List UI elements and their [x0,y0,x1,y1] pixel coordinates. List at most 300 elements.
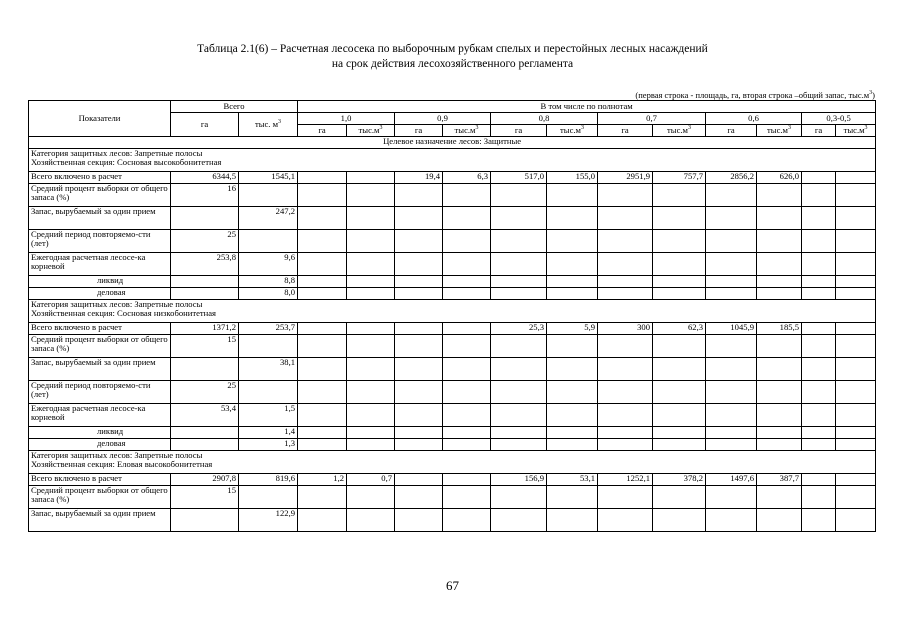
table-cell [598,230,653,253]
table-cell [598,381,653,404]
table-cell [347,253,395,276]
table-cell: 247,2 [239,207,298,230]
table-cell: 156,9 [491,474,547,486]
table-cell: 185,5 [757,323,802,335]
table-cell [443,427,491,439]
table-cell [443,207,491,230]
table-cell [802,207,836,230]
row-label: Средний процент выборки от общего запаса (%) [29,335,171,358]
table-cell [347,323,395,335]
table-row [29,230,876,253]
table-row [29,172,876,184]
table-cell [653,288,706,300]
table-cell [491,439,547,451]
table-cell [802,253,836,276]
table-cell [298,184,347,207]
table-cell [802,184,836,207]
table-cell [802,230,836,253]
table-cell [598,335,653,358]
table-cell [653,253,706,276]
table-cell [443,358,491,381]
table-cell [706,253,757,276]
header-density: 0,8 [491,113,598,125]
table-cell [491,184,547,207]
table-row [29,404,876,427]
table-cell [547,253,598,276]
table-cell [347,288,395,300]
table-cell [757,230,802,253]
table-cell [239,486,298,509]
table-cell [491,230,547,253]
row-label: Ежегодная расчетная лесосе-ка корневой [29,404,171,427]
row-label: деловая [29,288,171,300]
table-cell [653,276,706,288]
table-cell [802,486,836,509]
table-cell [347,230,395,253]
header-total: Всего [171,101,298,113]
table-cell [653,486,706,509]
table-cell [836,404,876,427]
table-row [29,486,876,509]
table-cell [395,253,443,276]
table-cell [395,358,443,381]
table-cell [547,439,598,451]
table-cell [347,427,395,439]
table-cell [171,439,239,451]
table-row [29,474,876,486]
table-cell: 0,7 [347,474,395,486]
table-cell [836,474,876,486]
header-density: 0,6 [706,113,802,125]
table-cell: 819,6 [239,474,298,486]
table-cell [836,288,876,300]
table-cell [836,335,876,358]
header-unit-ha: га [706,125,757,137]
header-indicators: Показатели [29,101,171,137]
table-row [29,276,876,288]
table-row [29,207,876,230]
row-label: Всего включено в расчет [29,474,171,486]
table-cell [347,335,395,358]
table-cell [395,439,443,451]
table-cell: 155,0 [547,172,598,184]
table-cell [706,427,757,439]
table-cell [802,335,836,358]
table-cell [491,288,547,300]
table-row [29,427,876,439]
table-cell [347,276,395,288]
table-cell: 2907,8 [171,474,239,486]
table-cell: 253,8 [171,253,239,276]
table-cell [547,486,598,509]
table-cell: 387,7 [757,474,802,486]
table-cell [347,404,395,427]
row-label: Запас, вырубаемый за один прием [29,207,171,230]
table-cell [653,184,706,207]
row-label: Средний процент выборки от общего запаса (%) [29,184,171,207]
table-cell: 15 [171,486,239,509]
table-cell [443,486,491,509]
table-cell: 626,0 [757,172,802,184]
table-cell: 1,3 [239,439,298,451]
table-cell [706,276,757,288]
table-cell [757,381,802,404]
table-cell [298,404,347,427]
page-number: 67 [446,578,459,593]
table-cell [347,184,395,207]
table-cell [443,509,491,532]
table-cell [836,439,876,451]
table-cell [547,509,598,532]
table-cell [547,288,598,300]
table-cell [547,358,598,381]
table-cell: 38,1 [239,358,298,381]
header-total-volume: тыс. $м^3$ [239,113,298,137]
row-label: Ежегодная расчетная лесосе-ка корневой [29,253,171,276]
table-cell [298,276,347,288]
table-cell [347,509,395,532]
row-label: Запас, вырубаемый за один прием [29,509,171,532]
table-cell [757,358,802,381]
table-cell: 1045,9 [706,323,757,335]
table-cell: 253,7 [239,323,298,335]
table-cell [653,207,706,230]
table-cell: 2951,9 [598,172,653,184]
table-cell: 122,9 [239,509,298,532]
header-unit-ha: га [298,125,347,137]
table-cell [757,207,802,230]
table-cell [395,230,443,253]
table-cell [598,486,653,509]
table-cell [653,381,706,404]
table-cell [706,439,757,451]
table-cell [836,207,876,230]
table-row [29,358,876,381]
section-header: Категория защитных лесов: Запретные полосы Хозяйственная секция: Сосновая низкобонитетная [29,300,876,323]
header-unit-ha: га [802,125,836,137]
table-cell [802,439,836,451]
table-cell [598,404,653,427]
table-cell [298,381,347,404]
table-cell [757,439,802,451]
section-header: Категория защитных лесов: Запретные полосы Хозяйственная секция: Еловая высокобонитетная [29,451,876,474]
table-cell [653,427,706,439]
table-cell [836,509,876,532]
table-cell [491,335,547,358]
table-cell [443,439,491,451]
table-cell: 2856,2 [706,172,757,184]
table-cell [706,404,757,427]
table-cell [802,474,836,486]
table-cell [706,335,757,358]
table-cell [491,486,547,509]
table-cell [802,404,836,427]
row-label: Запас, вырубаемый за один прием [29,358,171,381]
header-density: 0,7 [598,113,706,125]
table-cell [395,288,443,300]
row-label: Средний период повторяемо-сти (лет) [29,381,171,404]
table-cell [653,509,706,532]
table-cell [443,288,491,300]
table-cell [547,184,598,207]
table-cell [395,381,443,404]
table-row [29,439,876,451]
table-cell [757,486,802,509]
table-cell [443,253,491,276]
table-cell: 15 [171,335,239,358]
table-cell [298,509,347,532]
table-cell [706,509,757,532]
table-row [29,253,876,276]
table-cell: 757,7 [653,172,706,184]
header-total-ha: га [171,113,239,137]
table-cell [443,474,491,486]
table-cell: 25 [171,381,239,404]
table-cell [443,335,491,358]
table-cell [443,276,491,288]
table-cell [491,207,547,230]
table-cell [298,439,347,451]
table-cell [298,253,347,276]
table-cell [802,358,836,381]
row-label: ликвид [29,276,171,288]
table-cell [547,207,598,230]
table-cell: 8,0 [239,288,298,300]
table-cell [598,427,653,439]
table-cell [757,276,802,288]
table-cell [706,486,757,509]
table-cell [757,288,802,300]
table-cell [298,207,347,230]
table-cell [347,486,395,509]
table-cell [239,230,298,253]
units-note: (первая строка - площадь, га, вторая строка –общий запас, $тыс.м^3$) [635,90,875,100]
table-cell: 8,8 [239,276,298,288]
table-cell [836,184,876,207]
table-cell: 6344,5 [171,172,239,184]
table-cell: 1497,6 [706,474,757,486]
table-cell [347,358,395,381]
table-cell: 300 [598,323,653,335]
allowable-cut-table [28,100,876,532]
table-cell: 517,0 [491,172,547,184]
table-cell [598,253,653,276]
table-cell [491,358,547,381]
table-cell [347,172,395,184]
table-cell [298,230,347,253]
table-cell [653,230,706,253]
table-cell [802,288,836,300]
table-cell [298,288,347,300]
table-row [29,509,876,532]
table-cell [836,486,876,509]
table-title-line1: Таблица 2.1(6) – Расчетная лесосека по выборочным рубкам спелых и перестойных лесных насаждений [197,43,708,55]
table-title-line2: на срок действия лесохозяйственного регламента [331,58,574,70]
table-cell [598,439,653,451]
table-cell [347,381,395,404]
table-cell [171,427,239,439]
table-cell [171,358,239,381]
table-cell: 16 [171,184,239,207]
table-cell: 53,1 [547,474,598,486]
table-cell [836,427,876,439]
table-cell [395,474,443,486]
purpose-row: Целевое назначение лесов: Защитные [29,137,876,149]
table-cell: 53,4 [171,404,239,427]
table-cell [239,335,298,358]
table-cell [491,509,547,532]
section-header: Категория защитных лесов: Запретные полосы Хозяйственная секция: Сосновая высокобонитетная [29,149,876,172]
table-cell [547,276,598,288]
table-cell [653,335,706,358]
table-cell [757,184,802,207]
table-cell [836,230,876,253]
row-label: Всего включено в расчет [29,323,171,335]
table-cell [836,358,876,381]
table-cell [802,381,836,404]
header-unit-volume: $тыс.м^3$ [547,125,598,137]
table-cell: 5,9 [547,323,598,335]
table-row [29,381,876,404]
table-cell [239,184,298,207]
table-cell [491,381,547,404]
header-unit-ha: га [598,125,653,137]
table-cell [598,276,653,288]
table-cell [706,358,757,381]
table-cell [491,427,547,439]
header-by-density: В том числе по полнотам [298,101,876,113]
table-cell [171,276,239,288]
table-cell [298,486,347,509]
table-cell [836,323,876,335]
table-cell: 62,3 [653,323,706,335]
table-cell [836,253,876,276]
table-cell [598,207,653,230]
table-cell: 378,2 [653,474,706,486]
table-cell [547,404,598,427]
table-cell [395,509,443,532]
table-cell [757,509,802,532]
table-cell [706,230,757,253]
table-cell [239,381,298,404]
table-cell: 6,3 [443,172,491,184]
table-cell: 25,3 [491,323,547,335]
table-cell [491,404,547,427]
table-cell [547,335,598,358]
table-cell [395,276,443,288]
table-cell: 1,2 [298,474,347,486]
header-unit-volume: $тыс.м^3$ [757,125,802,137]
table-cell [706,184,757,207]
table-cell [802,276,836,288]
table-cell [706,381,757,404]
table-cell: 1252,1 [598,474,653,486]
row-label: ликвид [29,427,171,439]
table-row [29,288,876,300]
table-cell [443,184,491,207]
row-label: Средний процент выборки от общего запаса (%) [29,486,171,509]
table-cell [395,207,443,230]
table-cell [443,230,491,253]
table-cell [171,288,239,300]
table-cell: 1371,2 [171,323,239,335]
table-cell [298,358,347,381]
table-cell [491,276,547,288]
table-cell [802,323,836,335]
table-cell [171,509,239,532]
table-cell [598,288,653,300]
table-cell [653,358,706,381]
table-cell: 25 [171,230,239,253]
table-cell [347,439,395,451]
row-label: деловая [29,439,171,451]
table-cell: 1,4 [239,427,298,439]
table-cell [836,381,876,404]
table-cell [491,253,547,276]
table-cell: 1545,1 [239,172,298,184]
table-cell [598,509,653,532]
table-cell [347,207,395,230]
table-row [29,323,876,335]
table-cell [653,404,706,427]
header-density: 1,0 [298,113,395,125]
table-cell [395,486,443,509]
table-cell [547,381,598,404]
table-cell [836,276,876,288]
table-cell [443,404,491,427]
table-cell [802,172,836,184]
table-row [29,335,876,358]
table-cell [547,230,598,253]
table-cell [443,381,491,404]
table-cell [757,404,802,427]
table-cell [547,427,598,439]
row-label: Средний период повторяемо-сти (лет) [29,230,171,253]
table-cell [802,509,836,532]
row-label: Всего включено в расчет [29,172,171,184]
table-cell [395,404,443,427]
table-cell [395,184,443,207]
table-cell: 19,4 [395,172,443,184]
table-cell [171,207,239,230]
header-unit-volume: $тыс.м^3$ [653,125,706,137]
header-unit-ha: га [491,125,547,137]
table-cell [298,172,347,184]
header-density: 0,3-0,5 [802,113,876,125]
table-cell [443,323,491,335]
table-cell [395,335,443,358]
table-cell [757,335,802,358]
table-cell [706,207,757,230]
table-cell: 9,6 [239,253,298,276]
table-cell [757,253,802,276]
header-unit-volume: $тыс.м^3$ [347,125,395,137]
table-cell [298,323,347,335]
table-row [29,184,876,207]
table-cell: 1,5 [239,404,298,427]
table-cell [757,427,802,439]
table-cell [298,427,347,439]
table-cell [653,439,706,451]
table-cell [395,427,443,439]
table-cell [298,335,347,358]
table-cell [395,323,443,335]
table-cell [802,427,836,439]
header-unit-ha: га [395,125,443,137]
table-cell [598,184,653,207]
table-cell [706,288,757,300]
header-unit-volume: $тыс.м^3$ [836,125,876,137]
